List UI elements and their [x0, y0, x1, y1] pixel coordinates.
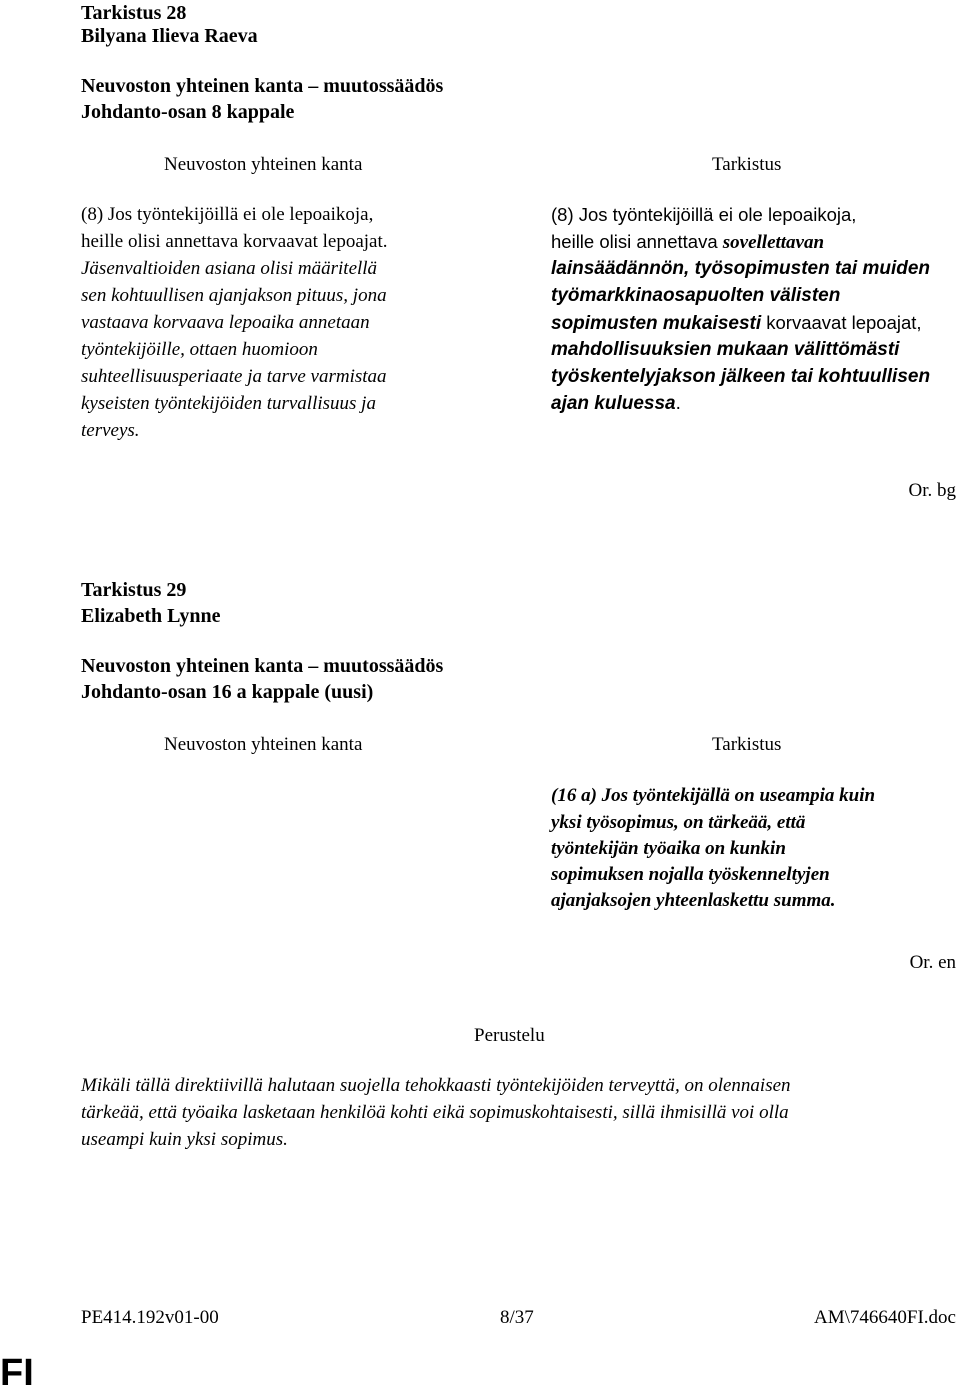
text-line [551, 229, 824, 256]
text-line: työntekijän työaika on kunkin [551, 838, 786, 859]
amendment-28-title: Tarkistus 28 [81, 2, 187, 24]
amendment-29-reference: Neuvoston yhteinen kanta – muutossäädös [81, 655, 444, 677]
emphasis-span: sovellettavan [722, 232, 825, 253]
text-line: terveys. [81, 420, 140, 441]
amendment-28-reference-paragraph: Johdanto-osan 8 kappale [81, 101, 295, 123]
text-span: korvaavat lepoajat, [761, 312, 922, 333]
amendment-29-left-heading: Neuvoston yhteinen kanta [164, 734, 363, 755]
text-line: työntekijöille, ottaen huomioon [81, 339, 318, 360]
amendment-29-original-language: Or. en [909, 952, 956, 973]
amendment-29-title: Tarkistus 29 [81, 579, 187, 601]
footer-file-name: AM\746640FI.doc [814, 1307, 956, 1328]
amendment-28-right-heading: Tarkistus [712, 154, 782, 175]
amendment-29-author: Elizabeth Lynne [81, 605, 221, 627]
amendment-28-original-language: Or. bg [908, 480, 956, 501]
text-line: (8) Jos työntekijöillä ei ole lepoaikoja, [81, 204, 374, 225]
text-span: . [675, 393, 681, 414]
text-line [551, 391, 681, 417]
text-line: Jäsenvaltioiden asiana olisi määritellä [81, 258, 378, 279]
text-line: ajanjaksojen yhteenlaskettu summa. [551, 890, 836, 911]
text-line: kyseisten työntekijöiden turvallisuus ja [81, 393, 376, 414]
emphasis-span: sopimusten mukaisesti [551, 313, 762, 334]
text-line: (8) Jos työntekijöillä ei ole lepoaikoja, [551, 204, 857, 225]
footer-doc-reference: PE414.192v01-00 [81, 1307, 219, 1328]
text-line: työskentelyjakson jälkeen tai kohtuullisen [551, 366, 931, 387]
justification-heading: Perustelu [474, 1025, 545, 1046]
text-line: yksi työsopimus, on tärkeää, että [551, 812, 806, 833]
text-line: tärkeää, että työaika lasketaan henkilöä kohti eikä sopimuskohtaisesti, sillä ihmisillä voi olla [81, 1102, 789, 1123]
text-line: mahdollisuuksien mukaan välittömästi [551, 339, 900, 360]
text-line: useampi kuin yksi sopimus. [81, 1129, 288, 1150]
text-line: sen kohtuullisen ajanjakson pituus, jona [81, 285, 387, 306]
amendment-28-author: Bilyana Ilieva Raeva [81, 25, 258, 47]
amendment-29-reference-paragraph: Johdanto-osan 16 a kappale (uusi) [81, 681, 374, 703]
footer-language-code: FI [0, 1352, 34, 1394]
text-line: suhteellisuusperiaate ja tarve varmistaa [81, 366, 387, 387]
amendment-29-right-heading: Tarkistus [712, 734, 782, 755]
emphasis-span: ajan kuluessa [551, 393, 676, 414]
text-line [551, 310, 922, 337]
text-line: sopimuksen nojalla työskenneltyjen [551, 864, 830, 885]
footer-page-number: 8/37 [500, 1307, 534, 1328]
text-line: Mikäli tällä direktiivillä halutaan suojella tehokkaasti työntekijöiden terveyttä, on olennaisen [81, 1075, 791, 1096]
text-line: heille olisi annettava korvaavat lepoajat. [81, 231, 388, 252]
amendment-28-reference: Neuvoston yhteinen kanta – muutossäädös [81, 75, 444, 97]
text-line: vastaava korvaava lepoaika annetaan [81, 312, 370, 333]
text-line: työmarkkinaosapuolten välisten [551, 285, 841, 306]
amendment-28-left-heading: Neuvoston yhteinen kanta [164, 154, 363, 175]
text-line: (16 a) Jos työntekijällä on useampia kuin [551, 785, 876, 806]
text-line: lainsäädännön, työsopimusten tai muiden [551, 258, 930, 279]
text-span: heille olisi annettava [551, 231, 723, 252]
